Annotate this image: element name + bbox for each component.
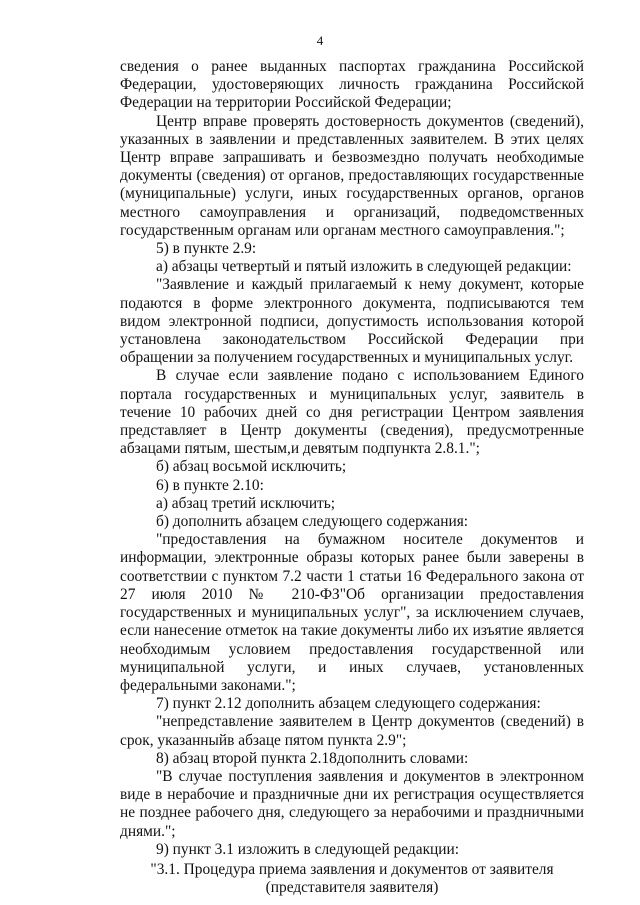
document-body bbox=[120, 58, 584, 897]
list-item: а) абзац третий исключить; bbox=[156, 494, 336, 512]
list-item: 9) пункт 3.1 изложить в следующей редакции: bbox=[156, 840, 460, 858]
paragraph: "В случае поступления заявления и документов в электронном виде в нерабочие и праздничные дни их регистрация осуществляется не позднее рабочего дня, следующего за нерабочими и праздничными днями."; bbox=[120, 767, 584, 840]
paragraph: "предоставления на бумажном носителе документов и информации, электронные образы которых ранее были заверены в соответствии с пунктом 7.2 части 1 статьи 16 Федерального закона от 27 июля 2010 № 210-ФЗ"Об организации предоставления государственных и муниципальных услуг", за исключением случаев, если нанесение отметок на такие документы либо их изъятие является необходимым условием предоставления государственной или муниципальной услуги, и иных случаев, установленных федеральными законами."; bbox=[120, 531, 584, 694]
list-item: 8) абзац второй пункта 2.18дополнить словами: bbox=[156, 749, 469, 767]
section-heading: "3.1. Процедура приема заявления и документов от заявителя (представителя заявителя) bbox=[150, 860, 554, 897]
list-item: б) абзац восьмой исключить; bbox=[156, 458, 347, 476]
list-item: 7) пункт 2.12 дополнить абзацем следующего содержания: bbox=[156, 695, 541, 713]
paragraph: В случае если заявление подано с использованием Единого портала государственных и муниципальных услуг, заявитель в течение 10 рабочих дней со дня регистрации Центром заявления представляет в Центр документы (сведения), предусмотренные абзацами пятым, шестым,и девятым подпункта 2.8.1."; bbox=[120, 367, 584, 458]
list-item: а) абзацы четвертый и пятый изложить в следующей редакции: bbox=[156, 258, 572, 276]
paragraph: сведения о ранее выданных паспортах гражданина Российской Федерации, удостоверяющих личность гражданина Российской Федерации на территории Российской Федерации; bbox=[120, 58, 584, 112]
page-number: 4 bbox=[316, 33, 324, 48]
list-item: б) дополнить абзацем следующего содержания: bbox=[156, 513, 469, 531]
paragraph: "Заявление и каждый прилагаемый к нему документ, которые подаются в форме электронного документа, подписываются тем видом электронной подписи, допустимость использования которой установлена законодательством Российской Федерации при обращении за получением государственных и муниципальных услуг. bbox=[120, 276, 584, 367]
paragraph: "непредставление заявителем в Центр документов (сведений) в срок, указанныйв абзаце пятом пункта 2.9"; bbox=[120, 713, 584, 749]
list-item: 5) в пункте 2.9: bbox=[156, 240, 257, 258]
list-item: 6) в пункте 2.10: bbox=[156, 476, 264, 494]
paragraph: Центр вправе проверять достоверность документов (сведений), указанных в заявлении и представленных заявителем. В этих целях Центр вправе запрашивать и безвозмездно получать необходимые документы (сведения) от органов, предоставляющих государственные (муниципальные) услуги, иных государственных органов, органов местного самоуправления и организаций, подведомственных государственным органам или органам местного самоуправления."; bbox=[120, 112, 584, 239]
